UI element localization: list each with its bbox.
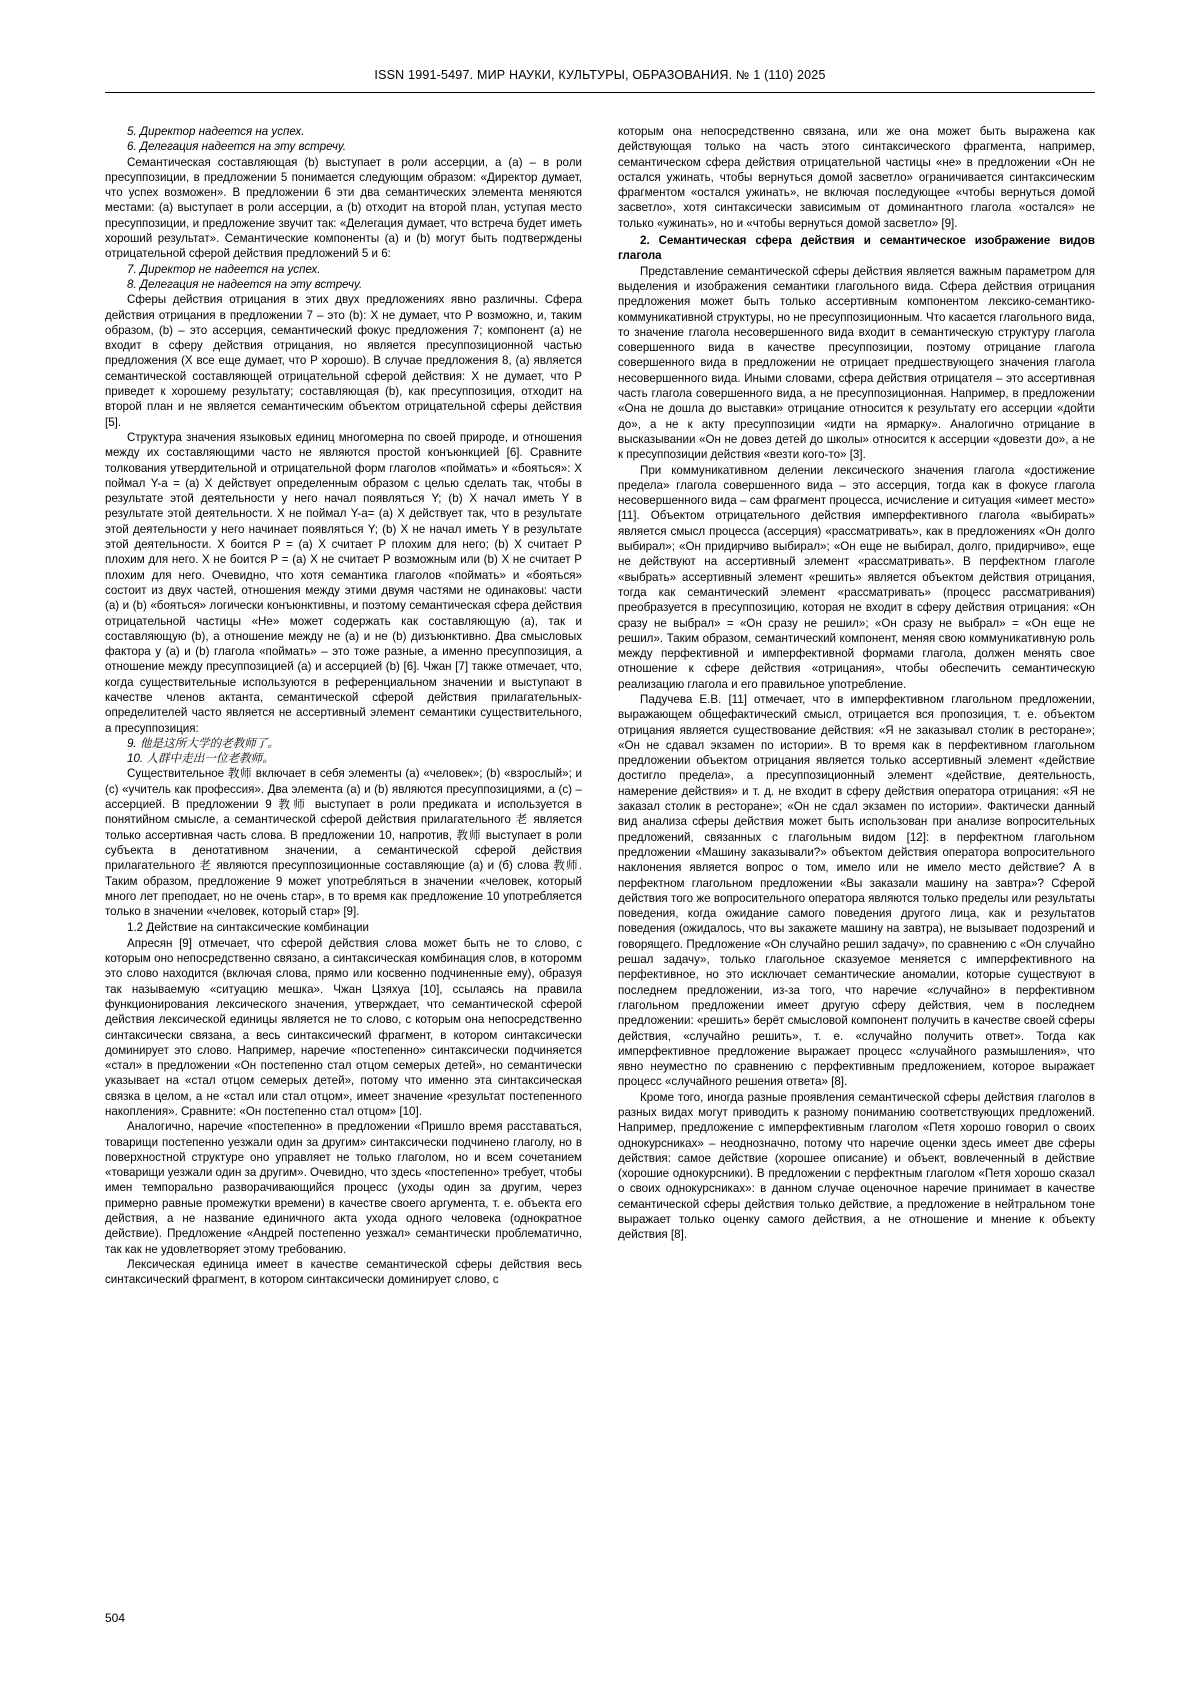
body-paragraph: Существительное 教师 включает в себя элементы (a) «человек»; (b) «взрослый»; и (c) «учитель как профессия». Два элемента (a) и (b) являются пресуппозициями, а (c) – ассерцией. В предложении 9 教师 выступает в роли предиката и используется в понятийном смысле, а семантической сферой действия прилагательного 老 является только ассертивная часть слова. В предложении 10, напротив, 教师 выступает в роли субъекта в денотативном значении, а семантической сферой действия прилагательного 老 являются пресуппозиционные составляющие (a) и (б) слова 教师. Таким образом, предложение 9 может употребляться в значении «человек, который много лет преподает, но не очень стар», в то время как предложение 10 употребляется только в значении «человек, который стар» [9].	[105, 767, 582, 919]
body-paragraph-continued: которым она непосредственно связана, или же она может быть выражена как действующая только на часть этого синтаксического фрагмента, например, семантическом сфера действия отрицательной частицы «не» в предложении «Он не остался ужинать, чтобы вернуться домой засветло» ограничивается синтаксическим фрагментом «остался ужинать», не включая последующее «чтобы вернуться домой засветло», хотя синтаксически зависимым от доминантного глагола «остался» не только «ужинать», но и «чтобы вернуться домой засветло» [9].	[618, 125, 1095, 230]
left-column	[105, 124, 582, 1288]
section-heading: 2. Семантическая сфера действия и семантическое изображение видов глагола	[618, 234, 1095, 263]
body-paragraph: Падучева Е.В. [11] отмечает, что в имперфективном глагольном предложении, выражающем общефактический смысл, отрицается вся пропозиция, т. е. объектом отрицания является существование действия: «Я не заказывал столик в ресторане»; «Он не сдавал экзамен по истории». В то время как в перфективном глагольном предложении объектом отрицания является только ассертивный элемент «действие достигло предела», а пресуппозиционный элемент «действие, деятельность, намерение действия» и т. д. не входит в сферу действия оператора отрицания: «Я не заказал столик в ресторане»; «Он не сдал экзамен по истории». Фактически данный вид анализа сферы действия может быть использован при анализе вопросительных предложений, связанных с глагольным видом [12]: в перфектном глагольном предложении «Машину заказывали?» объектом действия оператора вопросительного наклонения является вопрос о том, имело или не имело место действие? А в перфектном глагольном предложении «Вы заказали машину на завтра»? Сферой действия того же вопросительного оператора являются только пределы или результаты поведения, когда ожидание самого поведения другого лица, как и результатов поведения (ожидалось, что вы закажете машину на завтра), не вызывает подозрений и говорящего. Предложение «Он случайно решил задачу», по сравнению с «Он случайно решал задачу», только глагольное сказуемое меняется с имперфективного на перфективное, но это исключает семантические аномалии, которые существуют в последнем предложении, из-за того, что наречие «случайно» в перфективном глагольном предложении имеет другую сферу действия, чем в последнем предложении: «решить» берёт смысловой компонент получить в качестве своей сферы действия, «случайно решить», т. е. «случайно получить ответ». Тогда как имперфективное предложение выражает процесс «случайного размышления», что явно неуместно по сравнению с перфективным предложением, которое выражает процесс «случайного решения ответа» [8].	[618, 692, 1095, 1089]
body-paragraph: Кроме того, иногда разные проявления семантической сферы действия глаголов в разных видах могут приводить к разному пониманию соответствующих предложений. Например, предложение с имперфективным глаголом «Петя хорошо говорил о своих однокурсниках» – неоднозначно, потому что наречие оценки здесь имеет две сферы действия: самое действие (хорошее описание) и объект, вовлеченный в действие (хорошие однокурсники). В предложении с перфектным глаголом «Петя хорошо сказал о своих однокурсниках»: в данном случае оценочное наречие принимает в качестве семантической сферы действия только действие, а предложение в нейтральном тоне выражает только оценку самого действия, а не отношение и мнение к объекту действия [8].	[618, 1090, 1095, 1242]
example-sentence-cjk: 9. 他是这所大学的老教师了。	[127, 736, 280, 750]
body-paragraph: Лексическая единица имеет в качестве семантической сферы действия весь синтаксический фрагмент, в котором синтаксически доминирует слово, с	[105, 1257, 582, 1287]
body-paragraph: Аналогично, наречие «постепенно» в предложении «Пришло время расставаться, товарищи постепенно уезжали один за другим» синтаксически подчинено глаголу, но в поверхностной структуре оно управляет не только глаголом, но и всем сочетанием «товарищи уезжали один за другим». Очевидно, что здесь «постепенно» требует, чтобы имен темпорально разворачивающийся процесс (уходы один за другим, через примерно равные промежутки времени) в качестве своего аргумента, т. е. объекта его действия, а не название единичного акта ухода одного человека (однократное действие). Предложение «Андрей постепенно уезжал» семантически проблематично, так как не удовлетворяет этому требованию.	[105, 1120, 583, 1256]
example-sentence-cjk: 10. 人群中走出一位老教师。	[127, 752, 274, 766]
header-divider	[105, 92, 1095, 93]
example-sentence: 5. Директор надеется на успех.	[127, 125, 305, 138]
two-column-body	[105, 124, 1095, 1288]
running-header: ISSN 1991-5497. МИР НАУКИ, КУЛЬТУРЫ, ОБРАЗОВАНИЯ. № 1 (110) 2025	[374, 68, 826, 82]
body-paragraph: Структура значения языковых единиц многомерна по своей природе, и отношения между их составляющими часто не являются простой конъюнкцией [6]. Сравните толкования утвердительной и отрицательной форм глаголов «поймать» и «бояться»: Х поймал Y-а = (a) Х действует определенным образом с целью сделать так, чтобы в результате этой деятельности у него начал появляться Y; (b) Х начал иметь Y в результате этой деятельности. Х не поймал Y-а= (a) Х действует так, что в результате этой деятельности у него начинает появляться Y; (b) Х не начал иметь Y в результате этой деятельности. Х боится Р = (a) Х считает Р плохим для него; (b) Х считает Р плохим для него. Х не боится Р = (a) Х не считает Р возможным или (b) Х не считает Р плохим для него. Очевидно, что хотя семантика глаголов «поймать» и «бояться» состоит из двух частей, отношения между этими двумя частями не одинаковы: части (a) и (b) «бояться» логически конъюнктивны, и поэтому семантическая сфера действия отрицательной частицы «Не» может содержать как составляющую (a), так и составляющую (b), а отношение между не (a) и не (b) дизъюнктивно. Два смысловых фактора у (a) и (b) глагола «поймать» – это тоже разные, а именно пресуппозиция, а отношение между пресуппозицией (a) и ассерцией (b) [6]. Чжан [7] также отмечает, что, когда существительные используются в референциальном значении и выступают в качестве членов актанта, семантической сферой действия прилагательных-определителей часто является не ассертивный элемент семантики существительного, а пресуппозиция:	[105, 430, 582, 735]
page-number: 504	[105, 1611, 126, 1625]
body-paragraph: Семантическая составляющая (b) выступает в роли ассерции, а (a) – в роли пресуппозиции, в предложении 5 понимается следующим образом: «Директор думает, что успех возможен». В предложении 6 эти два семантических элемента меняются местами: (a) выступает в роли ассерции, а (b) отходит на второй план, уступая место пресуппозиции, и предложение звучит так: «Делегация думает, что встреча будет иметь хороший результат». Семантические компоненты (a) и (b) могут быть подтверждены отрицательной сферой действия предложений 5 и 6:	[105, 155, 582, 261]
example-sentence: 7. Директор не надеется на успех.	[127, 262, 321, 276]
body-paragraph: Апресян [9] отмечает, что сферой действия слова может быть не то слово, с которым оно непосредственно связано, а синтаксическая комбинация слов, в которомм это слово находится (включая слова, прямо или косвенно подчиненные ему), образуя так называемую «ситуацию мешка». Чжан Цзяхуа [10], ссылаясь на правила функционирования лексического значения, утверждает, что семантической сферой действия лексической единицы является не то слово, с которым она непосредственно синтаксически связана, а весь синтаксический фрагмент, в котором синтаксически доминирует это слово. Например, наречие «постепенно» синтаксически подчиняется «стал» в предложении «Он постепенно стал отцом семерых детей», но семантически указывает на «стал отцом семерых детей», потому что именно эта синтаксическая связка в целом, а не «стал или стал отцом», имеет значение «результат постепенного накопления». Сравните: «Он постепенно стал отцом» [10].	[105, 936, 582, 1118]
subsection-heading: 1.2 Действие на синтаксические комбинации	[127, 921, 369, 935]
body-paragraph: Сферы действия отрицания в этих двух предложениях явно различны. Сфера действия отрицания в предложении 7 – это (b): Х не думает, что Р возможно, и, таким образом, (b) – это ассерция, семантический фокус предложения 7; компонент (a) не входит в сферу действия отрицания, но является пресуппозиционной частью предложения (Х все еще думает, что Р хорошо). В случае предложения 8, (a) является семантической составляющей отрицательной сферой действия: Х не думает, что Р приведет к хорошему результату; составляющая (b), как пресуппозиция, отходит на второй план и не является семантическим объектом отрицательной сферы действия [5].	[105, 293, 582, 429]
right-column	[618, 124, 1095, 1288]
body-paragraph: Представление семантической сферы действия является важным параметром для выделения и изображения семантики глагольного вида. Сфера действия отрицания предложения может быть только ассертивным компонентом лексико-семантико-коммуникативной структуры, но не пресуппозиционным. Что касается глагольного вида, то значение глагола несовершенного вида входит в семантическую структуру глагола совершенного вида в качестве пресуппозиции, поэтому отрицание глагола совершенного вида в предложении не отрицает предшествующего значения глагола несовершенного вида. Иными словами, сфера действия отрицателя – это ассертивная часть глагола совершенного вида, а не пресуппозиционная. Например, в предложении «Она не дошла до выставки» отрицание относится к результату его ассерции «дойти до», а не к акту пресуппозиции «идти на ярмарку». Аналогично отрицание в высказывании «Он не довез детей до школы» относится к ассерции «довезти до», а не к пресуппозиции действия «везти кого-то» [3].	[618, 264, 1095, 462]
example-sentence: 8. Делегация не надеется на эту встречу.	[127, 277, 363, 291]
example-sentence: 6. Делегация надеется на эту встречу.	[127, 140, 347, 154]
body-paragraph: При коммуникативном делении лексического значения глагола «достижение предела» глагола совершенного вида – это ассерция, тогда как в фокусе глагола несовершенного вида – сам фрагмент процесса, исчисление и ситуация «имеет место» [11]. Объектом отрицательного действия имперфективного глагола «выбирать» является смысл процесса (ассерция) «рассматривать», как в предложениях «Он долго выбирал»; «Он придирчиво выбирал»; «Он еще не выбирал, долго, придирчиво», еще не действуют на ассертивный элемент «рассматривать». В перфектном глаголе «выбрать» ассертивный элемент «решить» является объектом действия отрицания, тогда как семантический элемент «рассматривать» (процесс рассматривания) преобразуется в пресуппозицию, которая не входит в сферу действия отрицания: «Он сразу не выбрал» = «Он сразу не решил»; «Он сразу не выбрал» = «Он еще не решил». Таким образом, семантический компонент, меняя свою коммуникативную роль между перфективной и имперфективной формами глагола, должен менять свое отношение к сфере действия «отрицания», чтобы обеспечить семантическую реализацию глагола и его правильное употребление.	[618, 463, 1095, 691]
